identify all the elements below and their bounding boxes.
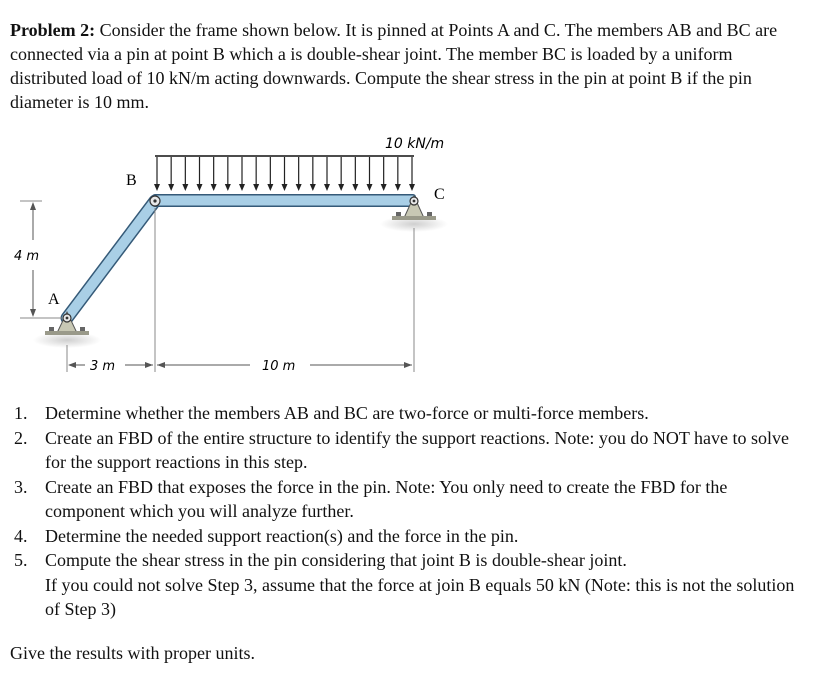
- step-number: 1.: [14, 403, 28, 423]
- problem-text: Consider the frame shown below. It is pinned at Points A and C. The members AB and BC are connected via a pin at point B which a is double-shear joint. The member BC is loaded by a uniform distributed load of 10 kN/m acting downwards. Compute the shear stress in the pin at point B if the pin diameter is 10 mm.: [10, 20, 778, 112]
- step-number: 5.: [14, 550, 28, 570]
- step-number: 4.: [14, 525, 28, 546]
- load-arrow-head: [338, 184, 344, 191]
- load-arrow-head: [381, 184, 387, 191]
- load-arrow-head: [168, 184, 174, 191]
- step-number: 2.: [14, 427, 28, 448]
- horizontal-dimensions: [67, 208, 414, 372]
- step-text: Create an FBD of the entire structure to identify the support reactions. Note: you do NOT have to solve for the support reactions in this step.: [45, 427, 789, 472]
- step-text-block: [45, 475, 800, 524]
- load-arrow-head: [282, 184, 288, 191]
- load-arrow-head: [352, 184, 358, 191]
- load-arrows: [154, 157, 415, 191]
- closing-text: Give the results with proper units.: [10, 643, 255, 663]
- step-text: Compute the shear stress in the pin considering that joint B is double-shear joint.: [45, 550, 627, 570]
- load-arrow-head: [182, 184, 188, 191]
- step-item: [10, 401, 800, 426]
- problem-label: Problem 2:: [10, 20, 96, 40]
- step-item: [10, 524, 800, 549]
- load-arrow-head: [324, 184, 330, 191]
- horiz-label-3m: 3 m: [90, 359, 116, 374]
- step-note: If you could not solve Step 3, assume that the force at join B equals 50 kN (Note: this is not the solution of Step 3): [45, 574, 795, 619]
- load-arrow-head: [310, 184, 316, 191]
- step-text: Determine whether the members AB and BC are two-force or multi-force members.: [45, 403, 649, 423]
- load-arrow-head: [367, 184, 373, 191]
- load-label: 10 kN/m: [385, 136, 445, 152]
- load-arrow-head: [154, 184, 160, 191]
- step-text: Determine the needed support reaction(s) and the force in the pin.: [45, 525, 519, 546]
- step-item: [10, 475, 800, 524]
- label-b: B: [126, 172, 137, 189]
- step-text: Create an FBD that exposes the force in the pin. Note: You only need to create the FBD for the component which you will analyze further.: [45, 476, 728, 521]
- distributed-load: [154, 156, 415, 191]
- load-arrow-head: [395, 184, 401, 191]
- load-arrow-head: [197, 184, 203, 191]
- load-arrow-head: [267, 184, 273, 191]
- step-text-block: [45, 401, 800, 426]
- pin-b: [150, 196, 160, 206]
- member-ab: [67, 201, 155, 318]
- step-text-block: [45, 524, 800, 549]
- height-label: 4 m: [14, 249, 40, 264]
- load-arrow-head: [211, 184, 217, 191]
- frame-figure: [0, 128, 470, 390]
- step-text-block: [45, 426, 800, 475]
- load-arrow-head: [239, 184, 245, 191]
- support-a: [33, 312, 101, 348]
- label-c: C: [434, 186, 445, 203]
- step-item: [10, 548, 800, 622]
- load-arrow-head: [409, 184, 415, 191]
- horiz-label-10m: 10 m: [262, 359, 296, 374]
- load-arrow-head: [296, 184, 302, 191]
- load-arrow-head: [225, 184, 231, 191]
- step-number: 3.: [14, 476, 28, 497]
- label-a: A: [48, 291, 60, 308]
- step-list: [10, 401, 800, 622]
- problem-statement: [10, 18, 810, 114]
- step-text-block: [45, 548, 800, 622]
- step-item: [10, 426, 800, 475]
- load-arrow-head: [253, 184, 259, 191]
- member-bc: [152, 194, 416, 207]
